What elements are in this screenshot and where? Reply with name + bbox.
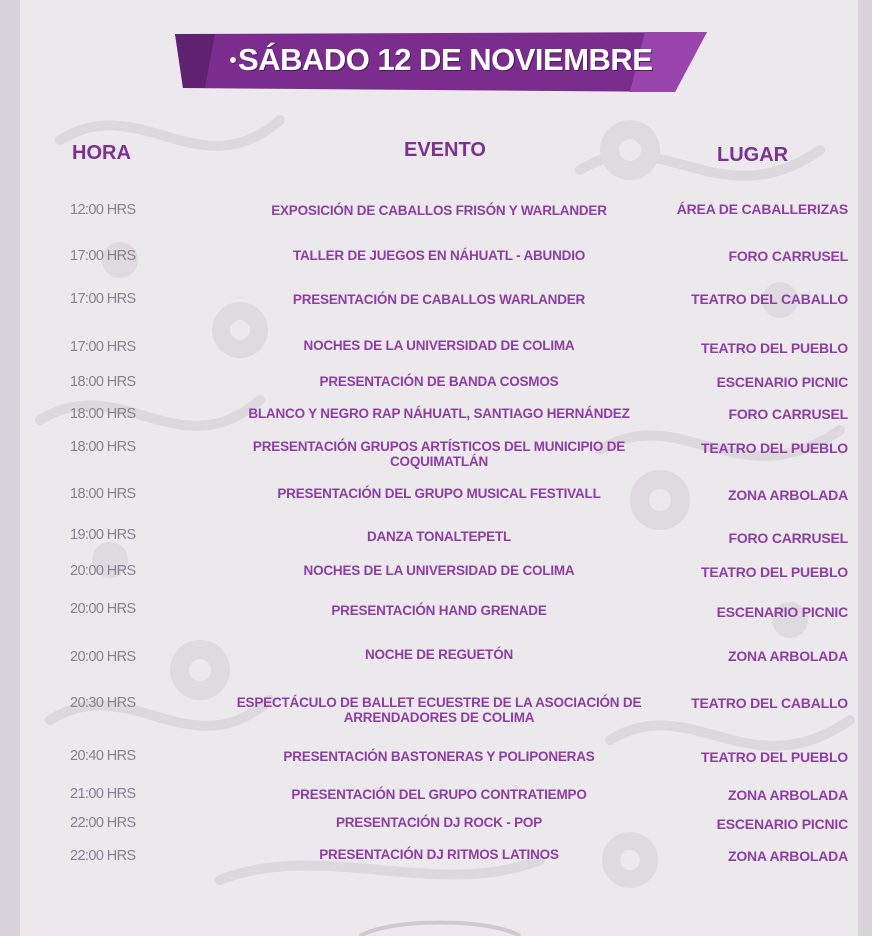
cell-lugar: ZONA ARBOLADA <box>727 848 848 864</box>
cell-lugar: ZONA ARBOLADA <box>727 787 848 803</box>
cell-lugar: TEATRO DEL PUEBLO <box>701 564 848 580</box>
column-header-lugar: LUGAR <box>717 144 789 166</box>
cell-lugar: FORO CARRUSEL <box>728 530 848 546</box>
cell-evento: PRESENTACIÓN DEL GRUPO CONTRATIEMPO <box>291 787 587 802</box>
schedule-poster <box>20 0 858 936</box>
cell-evento: PRESENTACIÓN DEL GRUPO MUSICAL FESTIVALL <box>277 486 601 501</box>
cell-hora: 17:00 HRS <box>70 291 136 307</box>
cell-lugar: TEATRO DEL CABALLO <box>691 695 848 711</box>
cell-evento: DANZA TONALTEPETL <box>366 529 512 544</box>
cell-evento: BLANCO Y NEGRO RAP NÁHUATL, SANTIAGO HERNÁNDEZ <box>248 406 630 421</box>
cell-evento: PRESENTACIÓN BASTONERAS Y POLIPONERAS <box>283 749 595 764</box>
cell-hora: 20:00 HRS <box>70 563 136 579</box>
cell-lugar: FORO CARRUSEL <box>728 248 848 264</box>
cell-evento: PRESENTACIÓN GRUPOS ARTÍSTICOS DEL MUNICIPIO DE COQUIMATLÁN <box>252 439 626 469</box>
column-header-hora: HORA <box>72 142 131 164</box>
cell-lugar: TEATRO DEL PUEBLO <box>701 340 848 356</box>
cell-hora: 22:00 HRS <box>70 815 136 831</box>
cell-lugar: ESCENARIO PICNIC <box>716 604 848 620</box>
ornament-icon <box>350 918 530 936</box>
cell-evento: NOCHE DE REGUETÓN <box>364 647 514 662</box>
cell-hora: 18:00 HRS <box>70 486 136 502</box>
cell-evento: PRESENTACIÓN DE BANDA COSMOS <box>319 374 559 389</box>
cell-evento: NOCHES DE LA UNIVERSIDAD DE COLIMA <box>303 338 575 353</box>
cell-lugar: ÁREA DE CABALLERIZAS <box>676 201 848 217</box>
cell-lugar: TEATRO DEL PUEBLO <box>701 440 848 456</box>
cell-lugar: ESCENARIO PICNIC <box>716 816 848 832</box>
cell-lugar: ESCENARIO PICNIC <box>716 374 848 390</box>
cell-evento: TALLER DE JUEGOS EN NÁHUATL - ABUNDIO <box>292 248 586 263</box>
cell-hora: 21:00 HRS <box>70 786 136 802</box>
cell-evento: PRESENTACIÓN DE CABALLOS WARLANDER <box>292 292 586 307</box>
cell-evento: PRESENTACIÓN DJ ROCK - POP <box>335 815 543 830</box>
date-banner <box>175 32 707 94</box>
cell-hora: 20:30 HRS <box>70 695 136 711</box>
cell-hora: 18:00 HRS <box>70 439 136 455</box>
cell-hora: 17:00 HRS <box>70 339 136 355</box>
cell-hora: 19:00 HRS <box>70 527 136 543</box>
cell-evento: EXPOSICIÓN DE CABALLOS FRISÓN Y WARLANDER <box>271 203 607 218</box>
cell-hora: 18:00 HRS <box>70 374 136 390</box>
cell-hora: 17:00 HRS <box>70 248 136 264</box>
cell-hora: 12:00 HRS <box>70 202 136 218</box>
page-title: SÁBADO 12 DE NOVIEMBRE <box>238 42 653 77</box>
cell-lugar: FORO CARRUSEL <box>728 406 848 422</box>
cell-evento: PRESENTACIÓN HAND GRENADE <box>331 603 547 618</box>
cell-hora: 18:00 HRS <box>70 406 136 422</box>
cell-hora: 20:40 HRS <box>70 748 136 764</box>
column-header-evento: EVENTO <box>404 139 486 161</box>
cell-evento: PRESENTACIÓN DJ RITMOS LATINOS <box>319 847 559 862</box>
cell-evento: NOCHES DE LA UNIVERSIDAD DE COLIMA <box>303 563 575 578</box>
cell-hora: 20:00 HRS <box>70 649 136 665</box>
cell-lugar: TEATRO DEL CABALLO <box>691 291 848 307</box>
cell-hora: 22:00 HRS <box>70 848 136 864</box>
cell-hora: 20:00 HRS <box>70 601 136 617</box>
cell-lugar: ZONA ARBOLADA <box>727 487 848 503</box>
bullet-icon: • <box>229 50 237 73</box>
cell-evento: ESPECTÁCULO DE BALLET ECUESTRE DE LA ASOCIACIÓN DE ARRENDADORES DE COLIMA <box>236 695 642 725</box>
cell-lugar: TEATRO DEL PUEBLO <box>701 749 848 765</box>
cell-lugar: ZONA ARBOLADA <box>727 648 848 664</box>
